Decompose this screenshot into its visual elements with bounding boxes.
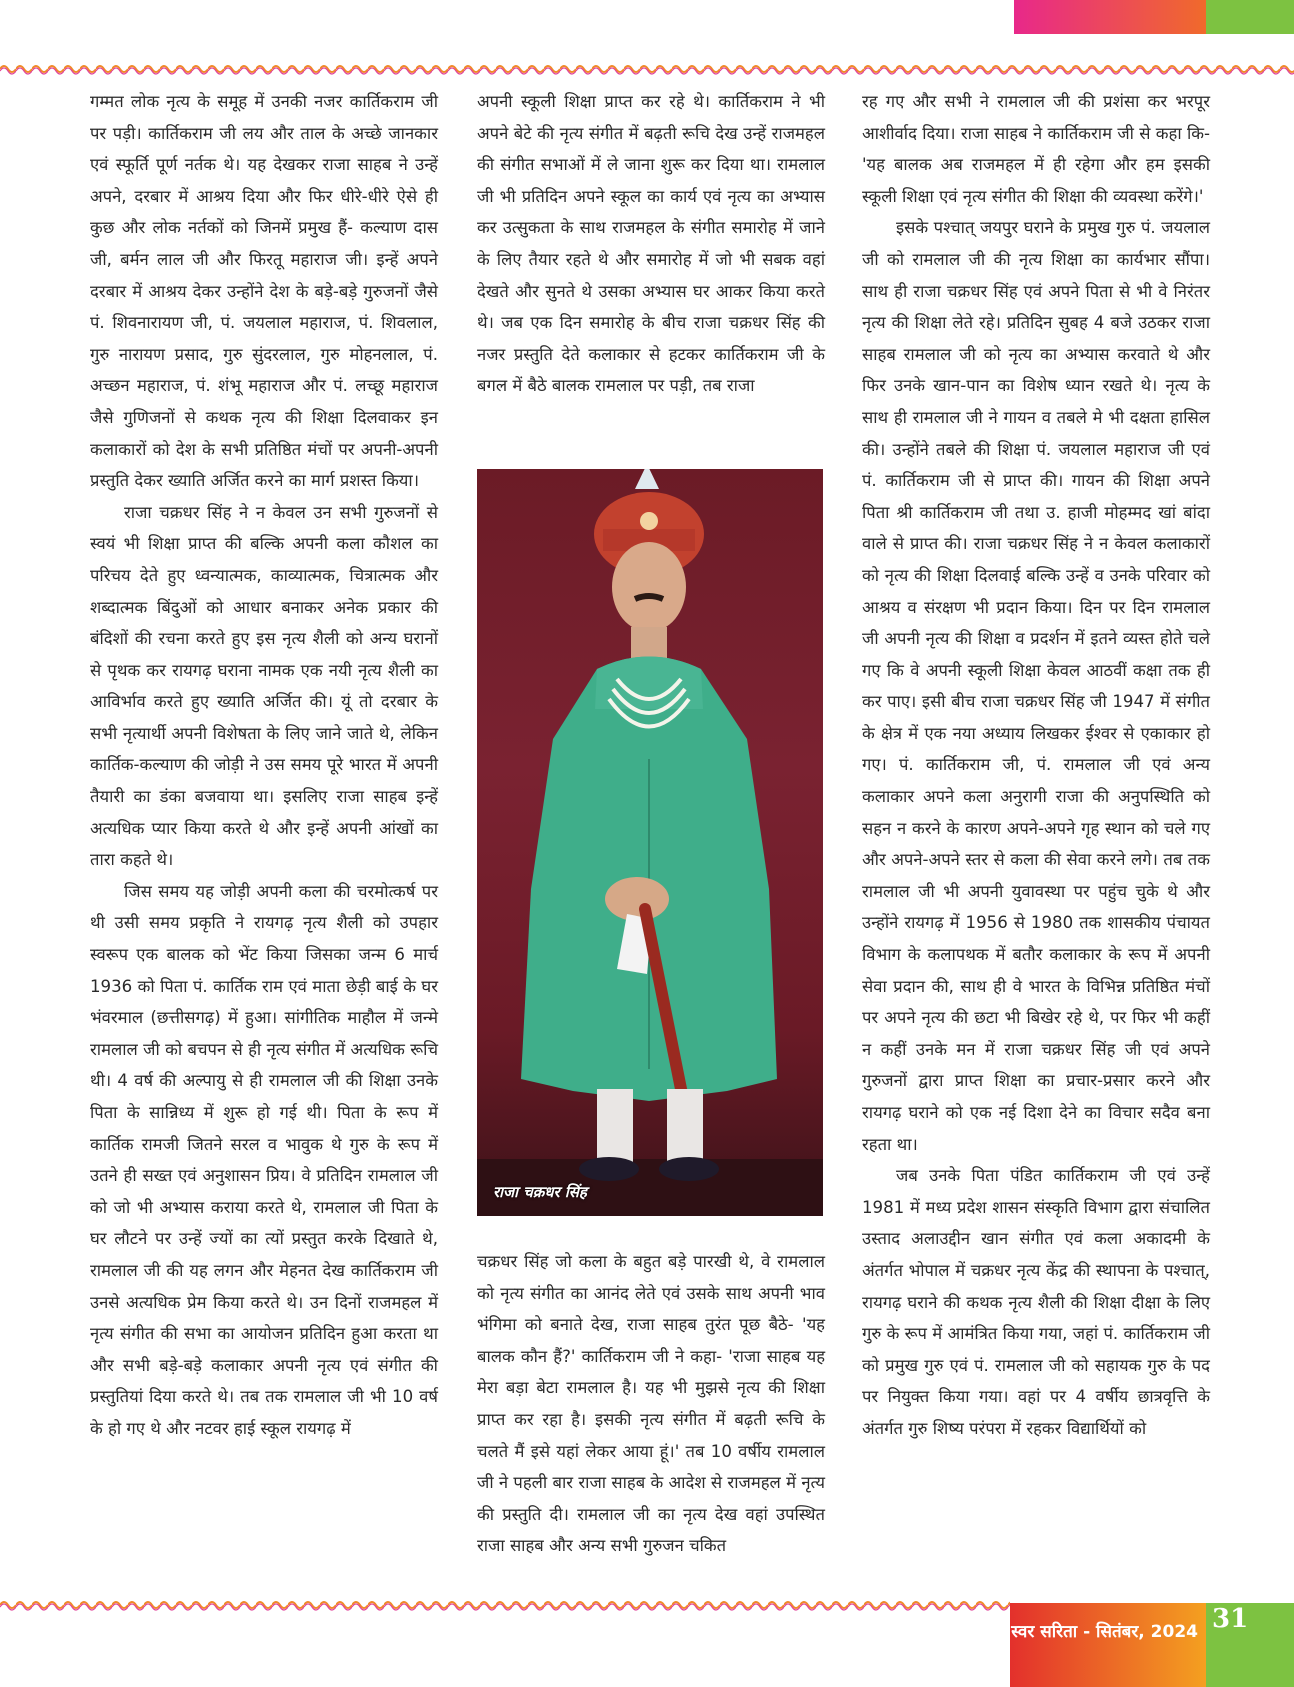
page-number: 31 bbox=[1212, 1604, 1249, 1634]
top-decorative-border bbox=[0, 62, 1294, 76]
paragraph: गम्मत लोक नृत्य के समूह में उनकी नजर कार्तिकराम जी पर पड़ी। कार्तिकराम जी लय और ताल के अच्छे जानकार एवं स्फूर्ति पूर्ण नर्तक थे। यह देखकर राजा साहब ने उन्हें अपने, दरबार में आश्रय दिया और फिर धीरे-धीरे ऐसे ही कुछ और लोक नर्तकों को जिनमें प्रमुख हैं- कल्याण दास जी, बर्मन लाल जी और फिरतू महाराज जी। इन्हें अपने दरबार में आश्रय देकर उन्होंने देश के बड़े-बड़े गुरुजनों जैसे पं. शिवनारायण जी, पं. जयलाल महाराज, पं. शिवलाल, गुरु नारायण प्रसाद, गुरु सुंदरलाल, गुरु मोहनलाल, पं. अच्छन महाराज, पं. शंभू महाराज और पं. लच्छू महाराज जैसे गुणिजनों से कथक नृत्य की शिक्षा दिलवाकर इन कलाकारों को देश के सभी प्रतिष्ठित मंचों पर अपनी-अपनी प्रस्तुति देकर ख्याति अर्जित करने का मार्ग प्रशस्त किया। bbox=[90, 92, 438, 491]
top-color-bar bbox=[1014, 0, 1294, 34]
magazine-title: स्वर सरिता - सितंबर, 2024 bbox=[1011, 1621, 1198, 1642]
text-column-2-top bbox=[477, 86, 825, 402]
portrait-illustration bbox=[477, 469, 823, 1216]
photo-caption: राजा चक्रधर सिंह bbox=[493, 1183, 587, 1201]
footer-bar bbox=[1010, 1603, 1294, 1687]
portrait-photo bbox=[477, 469, 823, 1216]
text-column-3 bbox=[862, 86, 1210, 1445]
text-column-2-bottom bbox=[477, 1246, 825, 1562]
paragraph: इसके पश्चात् जयपुर घराने के प्रमुख गुरु पं. जयलाल जी को रामलाल जी की नृत्य शिक्षा का कार्यभार सौंपा। साथ ही राजा चक्रधर सिंह एवं अपने पिता से भी वे निरंतर नृत्य की शिक्षा लेते रहे। प्रतिदिन सुबह 4 बजे उठकर राजा साहब रामलाल जी को नृत्य का अभ्यास करवाते थे और फिर उनके खान-पान का विशेष ध्यान रखते थे। नृत्य के साथ ही रामलाल जी ने गायन व तबले मे भी दक्षता हासिल की। उन्होंने तबले की शिक्षा पं. जयलाल महाराज जी एवं पं. कार्तिकराम जी से प्राप्त की। गायन की शिक्षा अपने पिता श्री कार्तिकराम जी तथा उ. हाजी मोहम्मद खां बांदा वाले से प्राप्त की। राजा चक्रधर सिंह ने न केवल कलाकारों को नृत्य की शिक्षा दिलवाई बल्कि उन्हें व उनके परिवार को आश्रय व संरक्षण भी प्रदान किया। दिन पर दिन रामलाल जी अपनी नृत्य की शिक्षा व प्रदर्शन में इतने व्यस्त होते चले गए कि वे अपनी स्कूली शिक्षा केवल आठवीं कक्षा तक ही कर पाए। इसी बीच राजा चक्रधर सिंह जी 1947 में संगीत के क्षेत्र में एक नया अध्याय लिखकर ईश्वर से एकाकार हो गए। पं. कार्तिकराम जी, पं. रामलाल जी एवं अन्य कलाकार अपने कला अनुरागी राजा की अनुपस्थिति को सहन न करने के कारण अपने-अपने गृह स्थान को चले गए और अपने-अपने स्तर से कला की सेवा करने लगे। तब तक रामलाल जी भी अपनी युवावस्था पर पहुंच चुके थे और उन्होंने रायगढ़ में 1956 से 1980 तक शासकीय पंचायत विभाग के कलापथक में बतौर कलाकार के रूप में अपनी सेवा प्रदान की, साथ ही वे भारत के विभिन्न प्रतिष्ठित मंचों पर अपने नृत्य की छटा भी बिखेर रहे थे, पर फिर भी कहीं न कहीं उनके मन में राजा चक्रधर सिंह जी एवं अपने गुरुजनों द्वारा प्राप्त शिक्षा का प्रचार-प्रसार करने और रायगढ़ घराने को एक नई दिशा देने का विचार सदैव बना रहता था। bbox=[862, 218, 1210, 1154]
paragraph: राजा चक्रधर सिंह ने न केवल उन सभी गुरुजनों से स्वयं भी शिक्षा प्राप्त की बल्कि अपनी कला कौशल का परिचय देते हुए ध्वन्यात्मक, काव्यात्मक, चित्रात्मक और शब्दात्मक बिंदुओं को आधार बनाकर अनेक प्रकार की बंदिशों की रचना करते हुए इस नृत्य शैली को अन्य घरानों से पृथक कर रायगढ़ घराना नामक एक नयी नृत्य शैली का आविर्भाव करते हुए ख्याति अर्जित की। यूं तो दरबार के सभी नृत्यार्थी अपनी विशेषता के लिए जाने जाते थे, लेकिन कार्तिक-कल्याण की जोड़ी ने उस समय पूरे भारत में अपनी तैयारी का डंका बजवाया था। इसलिए राजा साहब इन्हें अत्यधिक प्यार किया करते थे और इन्हें अपनी आंखों का तारा कहते थे। bbox=[90, 502, 438, 870]
paragraph: अपनी स्कूली शिक्षा प्राप्त कर रहे थे। कार्तिकराम ने भी अपने बेटे की नृत्य संगीत में बढ़ती रूचि देख उन्हें राजमहल की संगीत सभाओं में ले जाना शुरू कर दिया था। रामलाल जी भी प्रतिदिन अपने स्कूल का कार्य एवं नृत्य का अभ्यास कर उत्सुकता के साथ राजमहल के संगीत समारोह में जाने के लिए तैयार रहते थे और समारोह में जो भी सबक वहां देखते और सुनते थे उसका अभ्यास घर आकर किया करते थे। जब एक दिन समारोह के बीच राजा चक्रधर सिंह की नजर प्रस्तुति देते कलाकार से हटकर कार्तिकराम जी के बगल में बैठे बालक रामलाल पर पड़ी, तब राजा bbox=[477, 92, 825, 396]
paragraph: रह गए और सभी ने रामलाल जी की प्रशंसा कर भरपूर आशीर्वाद दिया। राजा साहब ने कार्तिकराम जी से कहा कि- 'यह बालक अब राजमहल में ही रहेगा और हम इसकी स्कूली शिक्षा एवं नृत्य संगीत की शिक्षा की व्यवस्था करेंगे।' bbox=[862, 92, 1210, 206]
paragraph: जिस समय यह जोड़ी अपनी कला की चरमोत्कर्ष पर थी उसी समय प्रकृति ने रायगढ़ नृत्य शैली को उपहार स्वरूप एक बालक को भेंट किया जिसका जन्म 6 मार्च 1936 को पिता पं. कार्तिक राम एवं माता छेड़ी बाई के घर भंवरमाल (छत्तीसगढ़) में हुआ। सांगीतिक माहौल में जन्मे रामलाल जी को बचपन से ही नृत्य संगीत में अत्यधिक रूचि थी। 4 वर्ष की अल्पायु से ही रामलाल जी की शिक्षा उनके पिता के सान्निध्य में शुरू हो गई थी। पिता के रूप में कार्तिक रामजी जितने सरल व भावुक थे गुरु के रूप में उतने ही सख्त एवं अनुशासन प्रिय। वे प्रतिदिन रामलाल जी को जो भी अभ्यास कराया करते थे, रामलाल जी पिता के घर लौटने पर उन्हें ज्यों का त्यों प्रस्तुत करके दिखाते थे, रामलाल जी की यह लगन और मेहनत देख कार्तिकराम जी उनसे अत्यधिक प्रेम किया करते थे। उन दिनों राजमहल में नृत्य संगीत की सभा का आयोजन प्रतिदिन हुआ करता था और सभी बड़े-बड़े कलाकार अपनी नृत्य एवं संगीत की प्रस्तुतियां दिया करते थे। तब तक रामलाल जी भी 10 वर्ष के हो गए थे और नटवर हाई स्कूल रायगढ़ में bbox=[90, 881, 438, 1438]
text-column-1 bbox=[90, 86, 438, 1445]
paragraph: जब उनके पिता पंडित कार्तिकराम जी एवं उन्हें 1981 में मध्य प्रदेश शासन संस्कृति विभाग द्वारा संचालित उस्ताद अलाउद्दीन खान संगीत एवं कला अकादमी के अंतर्गत भोपाल में चक्रधर नृत्य केंद्र की स्थापना के पश्चात्, रायगढ़ घराने की कथक नृत्य शैली की शिक्षा दीक्षा के लिए गुरु के रूप में आमंत्रित किया गया, जहां पं. कार्तिकराम जी को प्रमुख गुरु एवं पं. रामलाल जी को सहायक गुरु के पद पर नियुक्त किया गया। वहां पर 4 वर्षीय छात्रवृत्ति के अंतर्गत गुरु शिष्य परंपरा में रहकर विद्यार्थियों को bbox=[862, 1166, 1210, 1438]
paragraph: चक्रधर सिंह जो कला के बहुत बड़े पारखी थे, वे रामलाल को नृत्य संगीत का आनंद लेते एवं उसके साथ अपनी भाव भंगिमा को बनाते देख, राजा साहब तुरंत पूछ बैठे- 'यह बालक कौन हैं?' कार्तिकराम जी ने कहा- 'राजा साहब यह मेरा बड़ा बेटा रामलाल है। यह भी मुझसे नृत्य की शिक्षा प्राप्त कर रहा है। इसकी नृत्य संगीत में बढ़ती रूचि के चलते मैं इसे यहां लेकर आया हूं।' तब 10 वर्षीय रामलाल जी ने पहली बार राजा साहब के आदेश से राजमहल में नृत्य की प्रस्तुति दी। रामलाल जी का नृत्य देख वहां उपस्थित राजा साहब और अन्य सभी गुरुजन चकित bbox=[477, 1252, 825, 1556]
